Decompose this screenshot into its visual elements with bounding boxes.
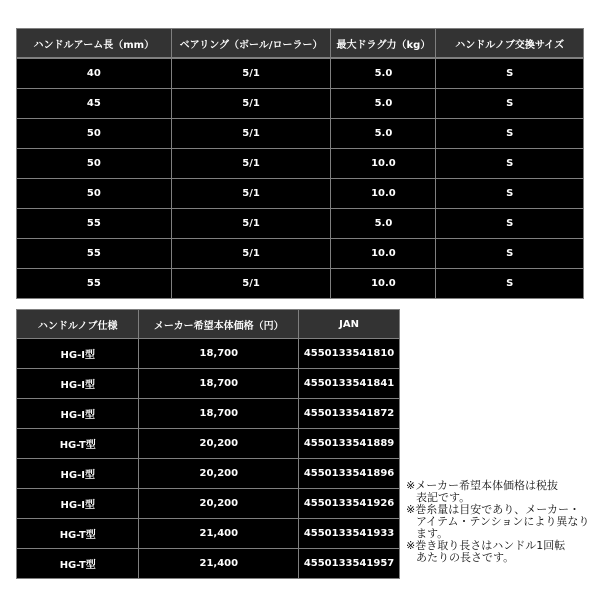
table-row <box>17 179 584 209</box>
arm-length-cell: 45 <box>17 89 172 119</box>
price-header-row <box>17 310 400 339</box>
arm-length-cell: 50 <box>17 149 172 179</box>
note-line: 表記です。 <box>416 491 471 504</box>
arm-length-cell: 50 <box>17 119 172 149</box>
table-row <box>17 209 584 239</box>
price-cell: 18,700 <box>139 369 299 399</box>
bearing-cell: 5/1 <box>171 149 331 179</box>
knob-spec-cell: HG-T型 <box>17 549 139 579</box>
bearing-cell: 5/1 <box>171 119 331 149</box>
table-row <box>17 489 400 519</box>
price-cell: 21,400 <box>139 519 299 549</box>
knob-spec-cell: HG-I型 <box>17 489 139 519</box>
arm-length-cell: 50 <box>17 179 172 209</box>
knob-spec-cell: HG-I型 <box>17 459 139 489</box>
note-line-capacity <box>406 504 596 540</box>
drag-cell: 5.0 <box>331 89 436 119</box>
note-line: ※巻糸量は目安であり、メーカー・ <box>406 503 580 516</box>
knob-size-cell: S <box>436 179 584 209</box>
header-knob-size: ハンドルノブ交換サイズ <box>436 29 584 59</box>
spec-table <box>16 28 584 299</box>
table-row <box>17 459 400 489</box>
drag-cell: 10.0 <box>331 269 436 299</box>
note-retrieve-length <box>406 540 596 564</box>
knob-size-cell: S <box>436 149 584 179</box>
bearing-cell: 5/1 <box>171 58 331 89</box>
note-line: アイテム・テンションにより異なり <box>416 515 590 528</box>
jan-cell: 4550133541841 <box>299 369 400 399</box>
knob-spec-cell: HG-I型 <box>17 339 139 369</box>
table-row <box>17 429 400 459</box>
drag-cell: 5.0 <box>331 58 436 89</box>
knob-spec-cell: HG-I型 <box>17 399 139 429</box>
drag-cell: 10.0 <box>331 239 436 269</box>
knob-spec-cell: HG-I型 <box>17 369 139 399</box>
price-cell: 21,400 <box>139 549 299 579</box>
bearing-cell: 5/1 <box>171 209 331 239</box>
jan-cell: 4550133541926 <box>299 489 400 519</box>
table-row <box>17 58 584 89</box>
table-row <box>17 89 584 119</box>
price-cell: 18,700 <box>139 339 299 369</box>
arm-length-cell: 55 <box>17 269 172 299</box>
jan-cell: 4550133541810 <box>299 339 400 369</box>
table-row <box>17 339 400 369</box>
table-row <box>17 269 584 299</box>
note-price-tax <box>406 480 596 504</box>
spec-header-row <box>17 29 584 59</box>
note-line: ※巻き取り長さはハンドル1回転 <box>406 539 566 552</box>
jan-cell: 4550133541889 <box>299 429 400 459</box>
knob-size-cell: S <box>436 58 584 89</box>
price-table <box>16 309 400 579</box>
table-row <box>17 369 400 399</box>
knob-size-cell: S <box>436 239 584 269</box>
bearing-cell: 5/1 <box>171 179 331 209</box>
notes <box>406 480 596 564</box>
bearing-cell: 5/1 <box>171 239 331 269</box>
bearing-cell: 5/1 <box>171 269 331 299</box>
jan-cell: 4550133541933 <box>299 519 400 549</box>
header-jan: JAN <box>299 310 400 339</box>
jan-cell: 4550133541872 <box>299 399 400 429</box>
price-cell: 20,200 <box>139 489 299 519</box>
drag-cell: 5.0 <box>331 119 436 149</box>
price-cell: 20,200 <box>139 429 299 459</box>
drag-cell: 5.0 <box>331 209 436 239</box>
bearing-cell: 5/1 <box>171 89 331 119</box>
arm-length-cell: 40 <box>17 58 172 89</box>
knob-size-cell: S <box>436 119 584 149</box>
table-row <box>17 149 584 179</box>
header-knob-spec: ハンドルノブ仕様 <box>17 310 139 339</box>
knob-size-cell: S <box>436 209 584 239</box>
note-line: あたりの長さです。 <box>416 551 515 564</box>
table-row <box>17 549 400 579</box>
price-cell: 20,200 <box>139 459 299 489</box>
jan-cell: 4550133541896 <box>299 459 400 489</box>
note-line: ※メーカー希望本体価格は税抜 <box>406 479 558 492</box>
knob-size-cell: S <box>436 269 584 299</box>
knob-spec-cell: HG-T型 <box>17 519 139 549</box>
header-price: メーカー希望本体価格（円） <box>139 310 299 339</box>
header-handle-arm-length: ハンドルアーム長（mm） <box>17 29 172 59</box>
table-row <box>17 519 400 549</box>
jan-cell: 4550133541957 <box>299 549 400 579</box>
drag-cell: 10.0 <box>331 179 436 209</box>
table-row <box>17 399 400 429</box>
table-row <box>17 239 584 269</box>
price-cell: 18,700 <box>139 399 299 429</box>
header-bearing: ベアリング（ボール/ローラー） <box>171 29 331 59</box>
knob-spec-cell: HG-T型 <box>17 429 139 459</box>
knob-size-cell: S <box>436 89 584 119</box>
arm-length-cell: 55 <box>17 209 172 239</box>
header-max-drag: 最大ドラグ力（kg） <box>331 29 436 59</box>
note-line: ます。 <box>416 527 449 540</box>
drag-cell: 10.0 <box>331 149 436 179</box>
table-row <box>17 119 584 149</box>
arm-length-cell: 55 <box>17 239 172 269</box>
